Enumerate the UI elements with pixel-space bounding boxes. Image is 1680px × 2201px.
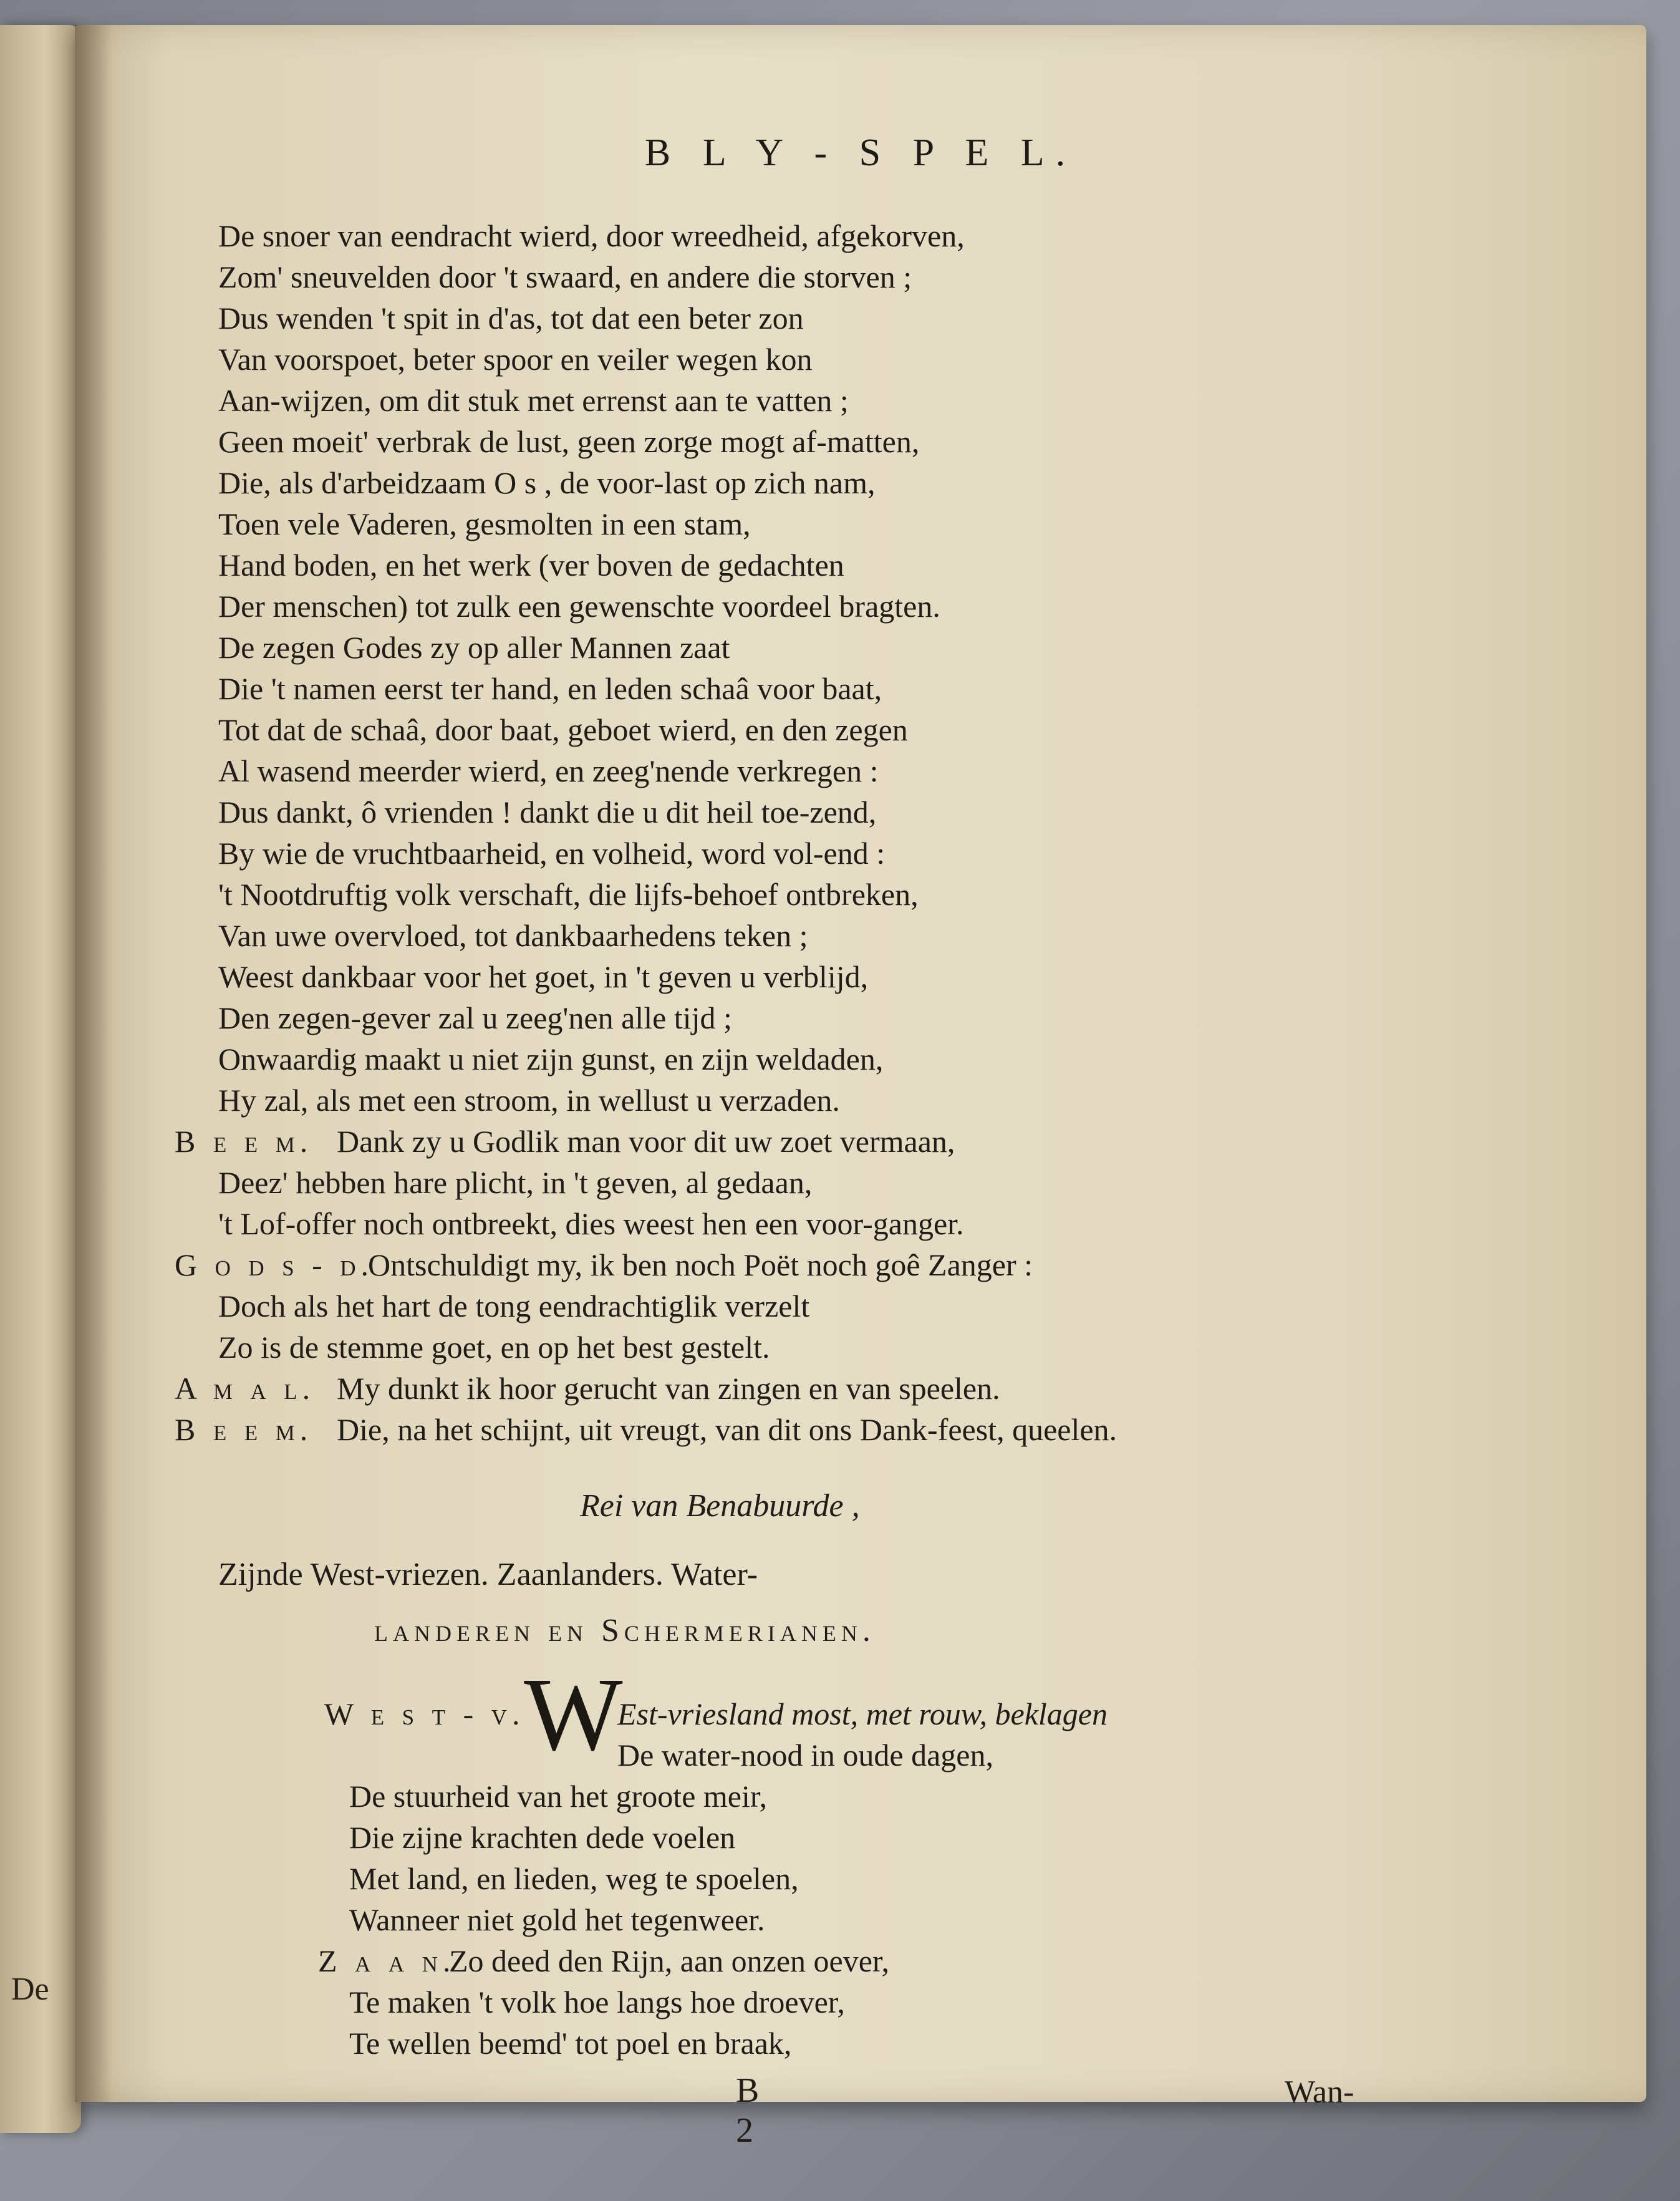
- speaker-label: A m a l.: [175, 1371, 316, 1406]
- verse-line: Weest dankbaar voor het goet, in 't geven u verblijd,: [218, 959, 869, 994]
- verse-line: Van uwe overvloed, tot dankbaarhedens teken ;: [218, 918, 808, 953]
- chorus-title: Rei van Benabuurde ,: [580, 1488, 860, 1524]
- verse-line: By wie de vruchtbaarheid, en volheid, word vol-end :: [218, 836, 886, 871]
- chorus-subtitle-1: Zijnde West-vriezen. Zaanlanders. Water-: [218, 1557, 758, 1592]
- left-page-edge: [0, 25, 81, 2133]
- drop-capital: W: [524, 1657, 623, 1773]
- speech-line: Ontschuldigt my, ik ben noch Poët noch goê Zanger :: [368, 1247, 1033, 1282]
- verse-line: Van voorspoet, beter spoor en veiler wegen kon: [218, 342, 813, 377]
- speech-line: 't Lof-offer noch ontbreekt, dies weest hen een voor-ganger.: [218, 1206, 964, 1241]
- speech-line: Deez' hebben hare plicht, in 't geven, al gedaan,: [218, 1165, 813, 1200]
- chorus-subtitle-2: landeren en Schermerianen.: [374, 1613, 876, 1648]
- speech-line: My dunkt ik hoor gerucht van zingen en van speelen.: [337, 1371, 1000, 1406]
- speech-line: Dank zy u Godlik man voor dit uw zoet vermaan,: [337, 1124, 955, 1159]
- song-line: De stuurheid van het groote meir,: [349, 1779, 768, 1814]
- catchword: Wan-: [1285, 2074, 1354, 2110]
- verse-line: De snoer van eendracht wierd, door wreedheid, afgekorven,: [218, 218, 965, 253]
- verse-line: Geen moeit' verbrak de lust, geen zorge mogt af-matten,: [218, 424, 920, 459]
- verse-line: Hand boden, en het werk (ver boven de gedachten: [218, 548, 844, 583]
- verse-line: Die 't namen eerst ter hand, en leden schaâ voor baat,: [218, 671, 882, 706]
- verse-line: Al wasend meerder wierd, en zeeg'nende verkregen :: [218, 753, 879, 788]
- verse-line: Dus wenden 't spit in d'as, tot dat een beter zon: [218, 301, 804, 336]
- song-line: Wanneer niet gold het tegenweer.: [349, 1902, 765, 1937]
- verse-line: Hy zal, als met een stroom, in wellust u verzaden.: [218, 1083, 840, 1118]
- speech-line: Zo is de stemme goet, en op het best gestelt.: [218, 1330, 770, 1365]
- running-header: B L Y - S P E L.: [644, 132, 1077, 174]
- verse-line: Zom' sneuvelden door 't swaard, en andere die storven ;: [218, 259, 912, 294]
- song-line: Est-vriesland most, met rouw, beklagen: [617, 1696, 1108, 1731]
- verse-line: Toen vele Vaderen, gesmolten in een stam,: [218, 506, 751, 541]
- left-page-catchword: De: [11, 1971, 49, 2007]
- song-line: Te maken 't volk hoe langs hoe droever,: [349, 1985, 845, 2020]
- song-line: Te wellen beemd' tot poel en braak,: [349, 2026, 792, 2061]
- speaker-label: Z a a n.: [318, 1943, 456, 1978]
- speech-line: Doch als het hart de tong eendrachtiglik verzelt: [218, 1289, 810, 1323]
- song-line: Die zijne krachten dede voelen: [349, 1820, 736, 1855]
- song-line: Zo deed den Rijn, aan onzen oever,: [449, 1943, 890, 1978]
- speaker-label: B e e m.: [175, 1412, 313, 1447]
- speech-line: Die, na het schijnt, uit vreugt, van dit ons Dank-feest, queelen.: [337, 1412, 1118, 1447]
- speaker-label: W e s t - v.: [324, 1696, 525, 1731]
- verse-line: Tot dat de schaâ, door baat, geboet wierd, en den zegen: [218, 712, 908, 747]
- speaker-label: G o d s - d.: [175, 1247, 374, 1282]
- verse-line: Der menschen) tot zulk een gewenschte voordeel bragten.: [218, 589, 940, 624]
- verse-line: De zegen Godes zy op aller Mannen zaat: [218, 630, 730, 665]
- song-line: De water-nood in oude dagen,: [617, 1738, 993, 1773]
- page-gutter-shadow: [75, 25, 112, 2102]
- verse-line: Den zegen-gever zal u zeeg'nen alle tijd ;: [218, 1000, 732, 1035]
- verse-line: Die, als d'arbeidzaam O s , de voor-last op zich nam,: [218, 465, 876, 500]
- verse-line: 't Nootdruftig volk verschaft, die lijfs-behoef ontbreken,: [218, 877, 919, 912]
- verse-line: Aan-wijzen, om dit stuk met errenst aan te vatten ;: [218, 383, 849, 418]
- verse-line: Onwaardig maakt u niet zijn gunst, en zijn weldaden,: [218, 1042, 884, 1076]
- song-line: Met land, en lieden, weg te spoelen,: [349, 1861, 799, 1896]
- verse-line: Dus dankt, ô vrienden ! dankt die u dit heil toe-zend,: [218, 795, 877, 830]
- signature-mark: B 2: [736, 2071, 768, 2150]
- speaker-label: B e e m.: [175, 1124, 313, 1159]
